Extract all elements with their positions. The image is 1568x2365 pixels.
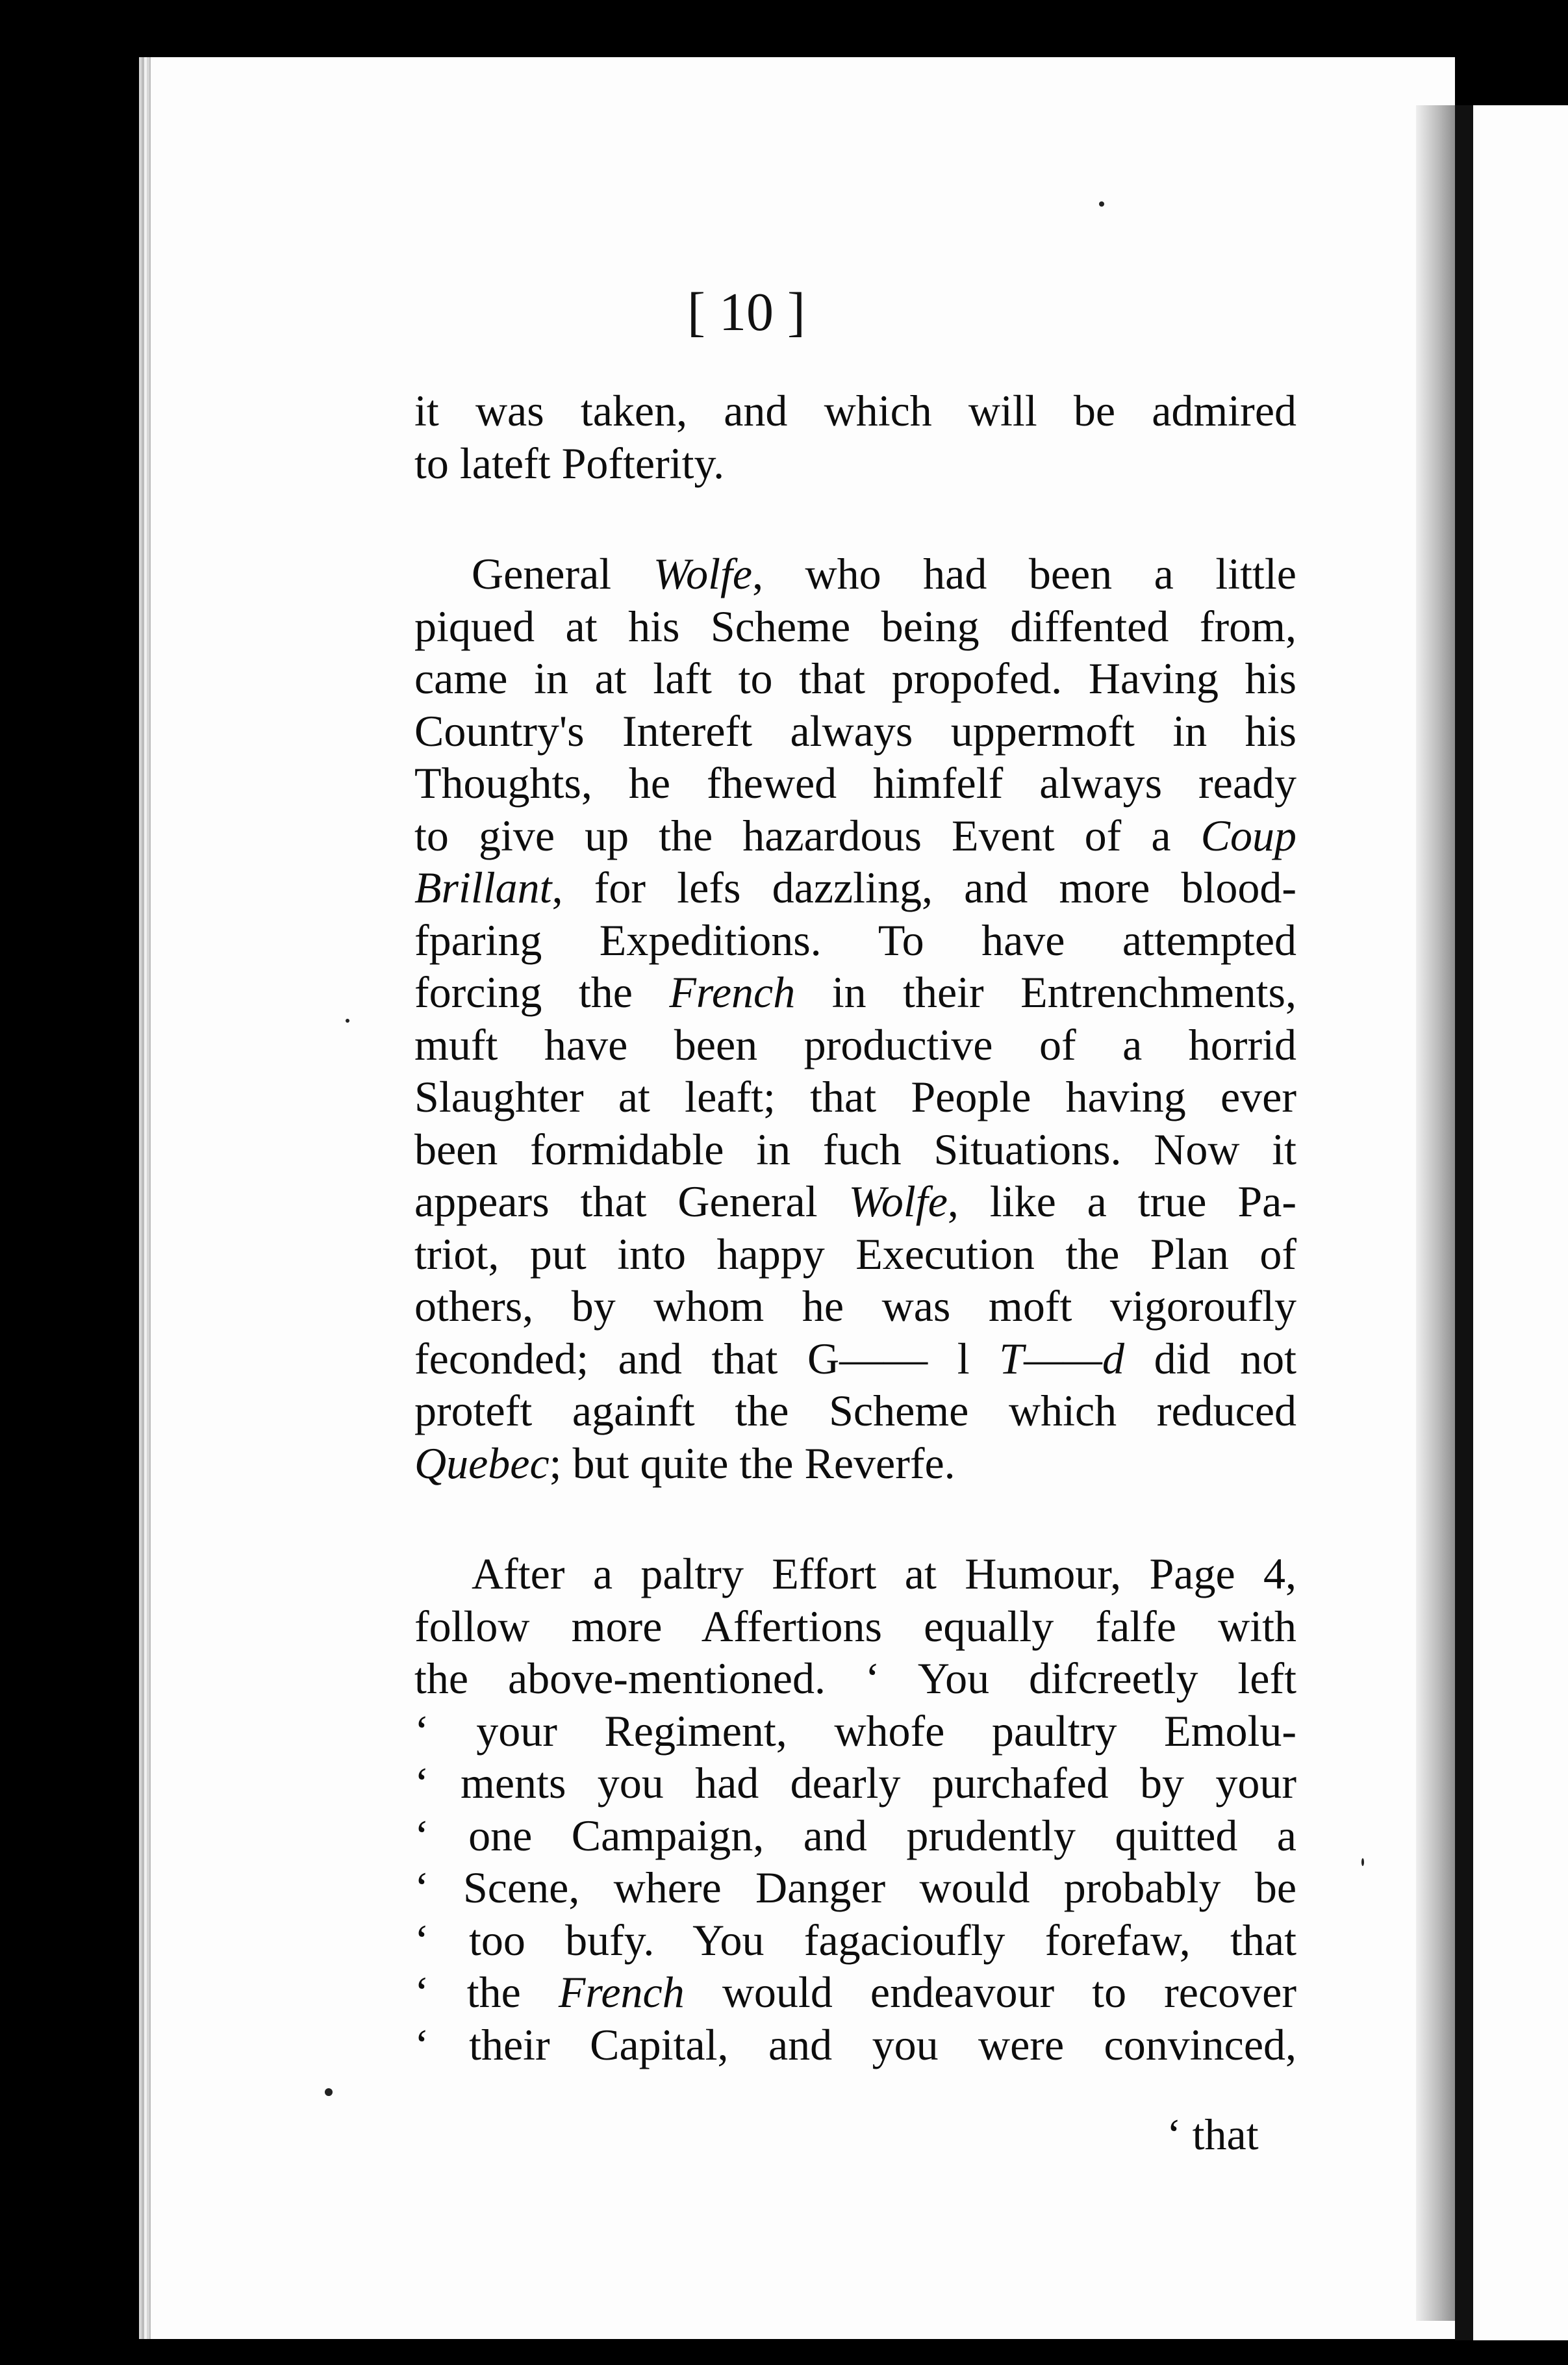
italic-word: T——d xyxy=(999,1333,1124,1383)
text-line: ‘ too bufy. You fagacioufly forefaw, that xyxy=(414,1915,1296,1965)
text-line: piqued at his Scheme being diffented from, xyxy=(414,601,1296,651)
page-number: [ 10 ] xyxy=(687,282,805,342)
text-line: triot, put into happy Execution the Plan of xyxy=(414,1229,1296,1279)
text-line: appears that General Wolfe, like a true Pa- xyxy=(414,1177,1297,1226)
text-line: to lateft Pofterity. xyxy=(414,438,725,488)
text-line: feconded; and that G—— l T——d did not xyxy=(414,1333,1296,1383)
text-line: follow more Affertions equally falfe with xyxy=(414,1601,1296,1651)
book-spine xyxy=(1455,105,1473,2340)
ink-speck xyxy=(346,1019,349,1023)
text-line: fparing Expeditions. To have attempted xyxy=(414,915,1296,965)
text-line: proteft againft the Scheme which reduced xyxy=(414,1386,1296,1435)
page-gutter-shadow xyxy=(1416,105,1455,2321)
text-line: Brillant, for lefs dazzling, and more blood- xyxy=(414,863,1296,912)
text-line: ‘ one Campaign, and prudently quitted a xyxy=(414,1810,1296,1860)
text-line: it was taken, and which will be admired xyxy=(414,386,1296,435)
text-line: Thoughts, he fhewed himfelf always ready xyxy=(414,758,1296,808)
text-line: General Wolfe, who had been a little xyxy=(472,549,1296,598)
text-line: ‘ the French would endeavour to recover xyxy=(414,1967,1296,2017)
text-line: others, by whom he was moft vigoroufly xyxy=(414,1281,1296,1331)
italic-word: Wolfe xyxy=(848,1177,948,1226)
italic-word: Brillant xyxy=(414,863,552,912)
italic-word: French xyxy=(558,1967,685,2017)
text-line: After a paltry Effort at Humour, Page 4, xyxy=(472,1549,1296,1598)
paragraph-gap xyxy=(414,1489,1296,1548)
text-line: came in at laft to that propofed. Having his xyxy=(414,654,1296,703)
text-line: been formidable in fuch Situations. Now it xyxy=(414,1124,1296,1174)
body-text xyxy=(414,385,1296,2071)
ink-speck xyxy=(1099,201,1104,207)
text-line: to give up the hazardous Event of a Coup xyxy=(414,810,1296,860)
text-line: forcing the French in their Entrenchments, xyxy=(414,967,1296,1017)
ink-speck xyxy=(325,2088,333,2096)
paragraph-gap xyxy=(414,489,1296,548)
italic-word: French xyxy=(669,967,796,1017)
text-line: the above-mentioned. ‘ You difcreetly left xyxy=(414,1654,1296,1703)
facing-page xyxy=(1473,105,1568,2340)
italic-word: Wolfe xyxy=(653,549,753,598)
text-line: ‘ their Capital, and you were convinced, xyxy=(414,2019,1296,2069)
text-line: muft have been productive of a horrid xyxy=(414,1019,1296,1069)
italic-word: Coup xyxy=(1200,810,1296,860)
text-line: Quebec; but quite the Reverfe. xyxy=(414,1438,955,1488)
text-line: Country's Intereft always uppermoft in his xyxy=(414,706,1296,756)
text-line: ‘ ments you had dearly purchafed by your xyxy=(414,1758,1296,1808)
ink-speck xyxy=(1361,1858,1364,1866)
italic-word: Quebec xyxy=(414,1438,550,1488)
text-line: ‘ Scene, where Danger would probably be xyxy=(414,1863,1296,1912)
text-line: ‘ your Regiment, whofe paultry Emolu- xyxy=(414,1706,1296,1756)
text-line: Slaughter at leaft; that People having ever xyxy=(414,1072,1296,1121)
catchword: ‘ that xyxy=(1167,2110,1259,2159)
